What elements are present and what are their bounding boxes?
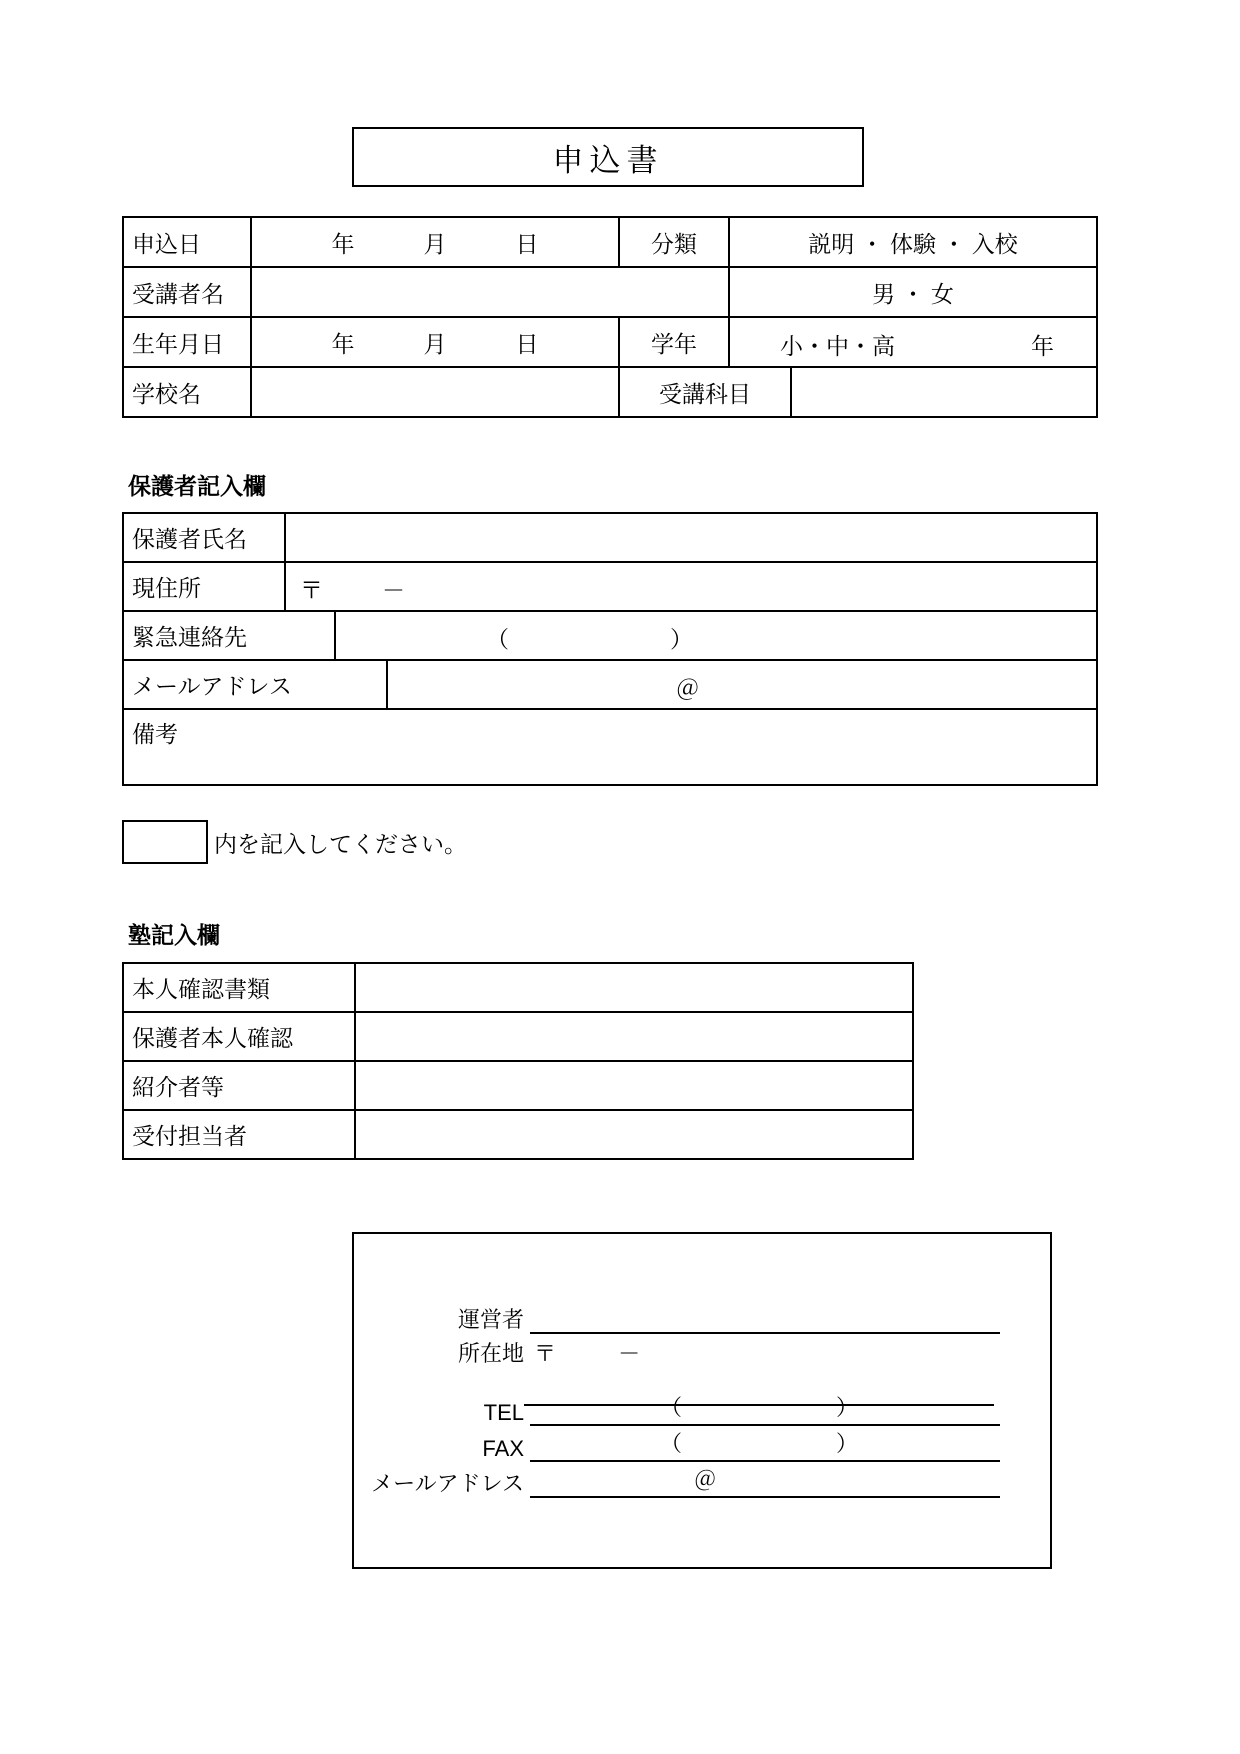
school-name-label: 学校名 (123, 367, 251, 417)
applicant-date-field[interactable]: 年 月 日 (251, 217, 619, 267)
email-line (344, 1466, 1004, 1498)
location-label: 所在地 (457, 1341, 524, 1366)
footer-email-label: メールアドレス (371, 1471, 524, 1496)
category-options[interactable]: 説明 ・ 体験 ・ 入校 (729, 217, 1097, 267)
grade-options-cell[interactable] (729, 317, 1097, 367)
page-title: 申込書 (552, 142, 664, 178)
sample-box-icon (122, 820, 208, 864)
subject-field[interactable] (791, 367, 1097, 417)
operator-field[interactable] (530, 1302, 1000, 1334)
postal-mark-icon: 〒 (300, 577, 323, 603)
id-document-field[interactable] (355, 963, 913, 1012)
office-table (122, 962, 914, 1160)
email-at-mark: ＠ (676, 675, 699, 701)
student-name-label: 受講者名 (123, 267, 251, 317)
postal-dash: － (618, 1341, 641, 1366)
fill-instruction-text: 内を記入してください。 (214, 830, 467, 857)
table-row (123, 367, 1097, 417)
table-row (123, 1110, 913, 1159)
table-row (123, 217, 1097, 267)
operator-line (404, 1302, 1004, 1334)
tel-line (404, 1394, 1004, 1426)
remarks-field[interactable]: 備考 (123, 709, 1097, 785)
postal-mark-icon: 〒 (534, 1341, 557, 1366)
table-row (123, 562, 1097, 611)
id-document-label: 本人確認書類 (123, 963, 355, 1012)
subject-label: 受講科目 (619, 367, 791, 417)
applicant-date-label: 申込日 (123, 217, 251, 267)
receptionist-label: 受付担当者 (123, 1110, 355, 1159)
postal-dash: － (382, 577, 405, 603)
category-label: 分類 (619, 217, 729, 267)
footer-email-at-mark: ＠ (694, 1467, 717, 1492)
address-label: 現住所 (123, 562, 285, 611)
office-section-heading: 塾記入欄 (128, 922, 220, 948)
operator-label: 運営者 (457, 1307, 524, 1332)
tel-field[interactable] (530, 1394, 1000, 1426)
grade-unit: 年 (1031, 333, 1054, 359)
guardian-id-label: 保護者本人確認 (123, 1012, 355, 1061)
email-label: メールアドレス (123, 660, 387, 709)
fill-instruction (122, 820, 467, 864)
location-line (404, 1337, 1004, 1368)
receptionist-field[interactable] (355, 1110, 913, 1159)
fax-label: FAX (482, 1436, 524, 1461)
tel-label: TEL (483, 1400, 524, 1425)
emergency-contact-label: 緊急連絡先 (123, 611, 335, 660)
tel-value: （ ） (660, 1395, 859, 1420)
operator-info-box (352, 1232, 1052, 1569)
grade-options: 小・中・高 (780, 333, 895, 359)
fax-value: （ ） (660, 1431, 859, 1456)
guardian-id-field[interactable] (355, 1012, 913, 1061)
address-field[interactable] (285, 562, 1097, 611)
table-row (123, 709, 1097, 785)
table-row (123, 1061, 913, 1110)
table-row (123, 513, 1097, 562)
emergency-contact-field[interactable] (335, 611, 1097, 660)
gender-options[interactable]: 男 ・ 女 (729, 267, 1097, 317)
guardian-name-field[interactable] (285, 513, 1097, 562)
referrer-label: 紹介者等 (123, 1061, 355, 1110)
student-name-field[interactable] (251, 267, 729, 317)
table-row (123, 963, 913, 1012)
fax-field[interactable] (530, 1430, 1000, 1462)
grade-label: 学年 (619, 317, 729, 367)
footer-email-field[interactable] (530, 1466, 1000, 1498)
referrer-field[interactable] (355, 1061, 913, 1110)
fax-line (404, 1430, 1004, 1462)
table-row (123, 1012, 913, 1061)
guardian-name-label: 保護者氏名 (123, 513, 285, 562)
form-title-box (352, 127, 864, 187)
location-field[interactable] (530, 1338, 1000, 1368)
birthdate-label: 生年月日 (123, 317, 251, 367)
applicant-table (122, 216, 1098, 418)
emergency-contact-value: （ ） (486, 626, 693, 652)
guardian-section-heading: 保護者記入欄 (128, 473, 266, 499)
email-field[interactable] (387, 660, 1097, 709)
table-row (123, 267, 1097, 317)
guardian-table (122, 512, 1098, 786)
table-row (123, 611, 1097, 660)
table-row (123, 317, 1097, 367)
birthdate-field[interactable]: 年 月 日 (251, 317, 619, 367)
table-row (123, 660, 1097, 709)
school-name-field[interactable] (251, 367, 619, 417)
